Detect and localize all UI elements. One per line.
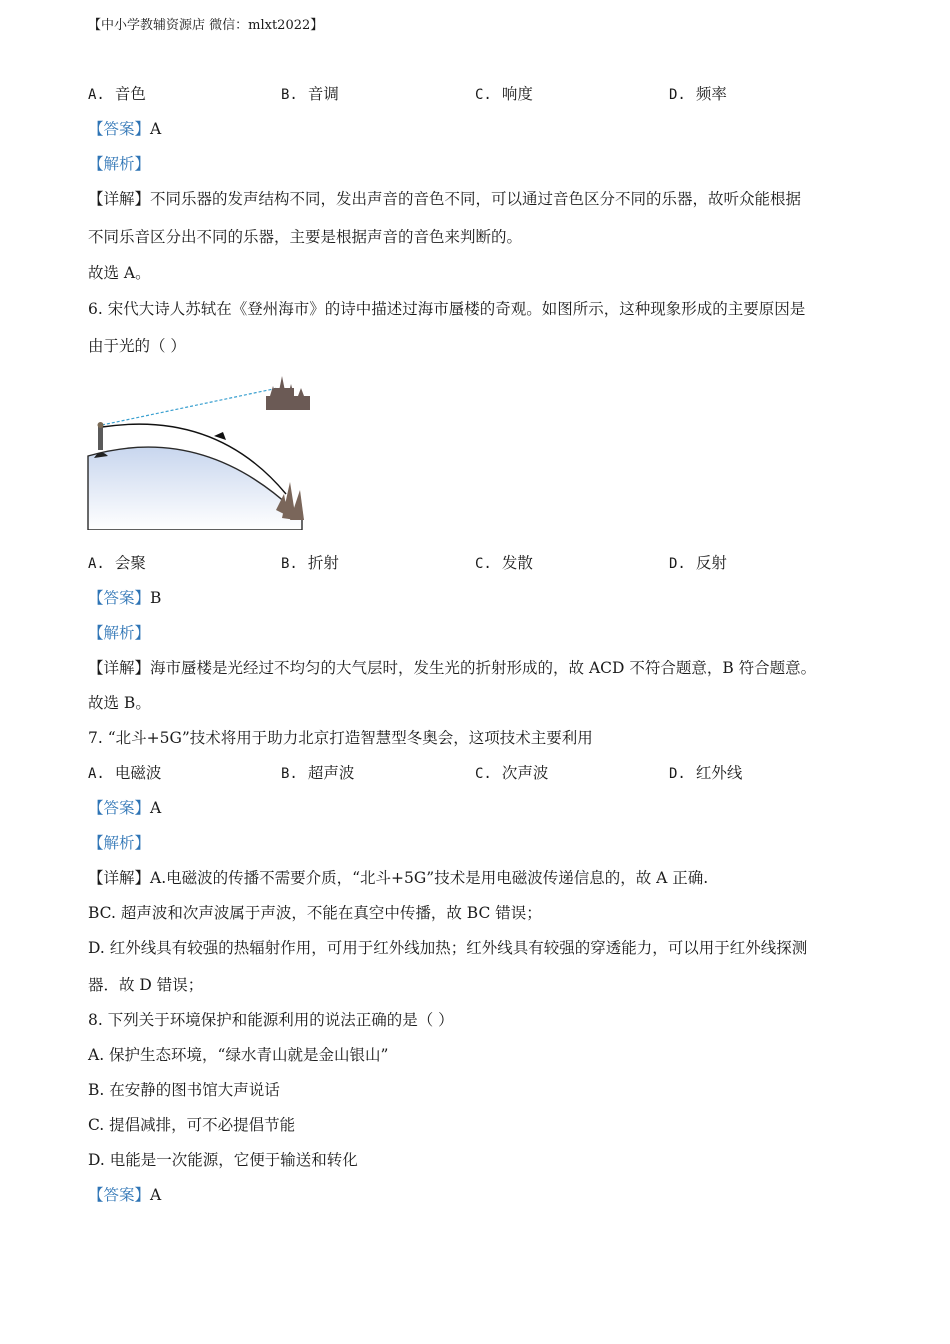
option-letter: C. <box>475 556 492 572</box>
option-text: 红外线 <box>695 764 743 782</box>
answer-tag: 【答案】 <box>88 1186 151 1204</box>
q7-detail-bc: BC. 超声波和次声波属于声波，不能在真空中传播，故 BC 错误； <box>88 904 542 922</box>
q8-option-b: B. 在安静的图书馆大声说话 <box>88 1081 280 1099</box>
q8-stem: 8. 下列关于环境保护和能源利用的说法正确的是（ ） <box>88 1011 454 1029</box>
q6-stem-line2: 由于光的（ ） <box>88 337 186 355</box>
option-letter: A. <box>88 87 105 103</box>
q7-stem: 7. “北斗+5G”技术将用于助力北京打造智慧型冬奥会，这项技术主要利用 <box>88 729 593 747</box>
q5-analysis-tag: 【解析】 <box>88 155 151 173</box>
page-header: 【中小学教辅资源店 微信：mlxt2022】 <box>88 18 324 33</box>
option-letter: B. <box>281 556 298 572</box>
detail-tag: 【详解】 <box>88 190 151 208</box>
detail-text: 海市蜃楼是光经过不均匀的大气层时，发生光的折射形成的，故 ACD 不符合题意，B 符合题意。 <box>150 659 817 677</box>
q6-option-c <box>475 551 533 573</box>
detail-tag: 【详解】 <box>88 869 151 887</box>
q7-answer <box>88 796 161 818</box>
q7-detail-a <box>88 866 708 888</box>
option-text: 响度 <box>501 85 533 103</box>
q5-option-b <box>281 82 339 104</box>
answer-tag: 【答案】 <box>88 120 151 138</box>
q7-detail-d1: D. 红外线具有较强的热辐射作用，可用于红外线加热；红外线具有较强的穿透能力，可以用于红外线探测 <box>88 939 808 957</box>
q6-conclusion: 故选 B。 <box>88 694 151 712</box>
q6-analysis-tag: 【解析】 <box>88 624 151 642</box>
earth-surface <box>88 447 302 530</box>
option-text: 音色 <box>114 85 146 103</box>
q7-option-b <box>281 761 354 783</box>
option-text: 会聚 <box>114 554 146 572</box>
option-text: 次声波 <box>501 764 549 782</box>
option-text: 超声波 <box>307 764 355 782</box>
q7-analysis-tag: 【解析】 <box>88 834 151 852</box>
q6-detail <box>88 656 816 678</box>
option-letter: B. <box>281 87 298 103</box>
option-text: 发散 <box>501 554 533 572</box>
mirage-city-icon <box>266 376 310 410</box>
option-letter: C. <box>475 766 492 782</box>
mirage-diagram <box>86 370 318 530</box>
detail-text: A.电磁波的传播不需要介质，“北斗+5G”技术是用电磁波传递信息的，故 A 正确. <box>150 869 709 887</box>
option-text: 电磁波 <box>114 764 162 782</box>
q5-option-d <box>669 82 727 104</box>
q8-answer <box>88 1183 161 1205</box>
answer-value: A <box>150 1186 162 1204</box>
q6-stem-line1: 6. 宋代大诗人苏轼在《登州海市》的诗中描述过海市蜃楼的奇观。如图所示，这种现象形成的主要原因是 <box>88 300 806 318</box>
q6-option-d <box>669 551 727 573</box>
q7-option-a <box>88 761 161 783</box>
option-letter: D. <box>669 766 686 782</box>
q6-option-a <box>88 551 146 573</box>
answer-tag: 【答案】 <box>88 799 151 817</box>
q6-option-b <box>281 551 339 573</box>
q5-detail-line1 <box>88 187 801 209</box>
detail-text: 不同乐器的发声结构不同，发出声音的音色不同，可以通过音色区分不同的乐器，故听众能根据 <box>150 190 802 208</box>
q8-option-d: D. 电能是一次能源，它便于输送和转化 <box>88 1151 358 1169</box>
q7-options <box>88 761 888 783</box>
q5-answer <box>88 117 161 139</box>
option-letter: B. <box>281 766 298 782</box>
option-text: 折射 <box>307 554 339 572</box>
option-text: 音调 <box>307 85 339 103</box>
option-letter: D. <box>669 556 686 572</box>
q5-conclusion: 故选 A。 <box>88 264 151 282</box>
line-of-sight <box>102 388 278 425</box>
q6-options <box>88 551 888 573</box>
q7-option-d <box>669 761 742 783</box>
q7-option-c <box>475 761 548 783</box>
q5-detail-line2: 不同乐音区分出不同的乐器，主要是根据声音的音色来判断的。 <box>88 228 523 246</box>
q8-option-a: A. 保护生态环境，“绿水青山就是金山银山” <box>88 1046 389 1064</box>
answer-tag: 【答案】 <box>88 589 151 607</box>
option-letter: D. <box>669 87 686 103</box>
answer-value: A <box>150 120 162 138</box>
answer-value: A <box>150 799 162 817</box>
detail-tag: 【详解】 <box>88 659 151 677</box>
answer-value: B <box>150 589 162 607</box>
q5-options <box>88 82 888 104</box>
option-letter: A. <box>88 556 105 572</box>
q5-option-c <box>475 82 533 104</box>
option-text: 反射 <box>695 554 727 572</box>
option-letter: A. <box>88 766 105 782</box>
q6-answer <box>88 586 161 608</box>
q7-detail-d2: 器．故 D 错误； <box>88 976 204 994</box>
option-text: 频率 <box>695 85 727 103</box>
q8-option-c: C. 提倡减排，可不必提倡节能 <box>88 1116 296 1134</box>
q5-option-a <box>88 82 146 104</box>
option-letter: C. <box>475 87 492 103</box>
light-path-arrow <box>214 432 226 440</box>
